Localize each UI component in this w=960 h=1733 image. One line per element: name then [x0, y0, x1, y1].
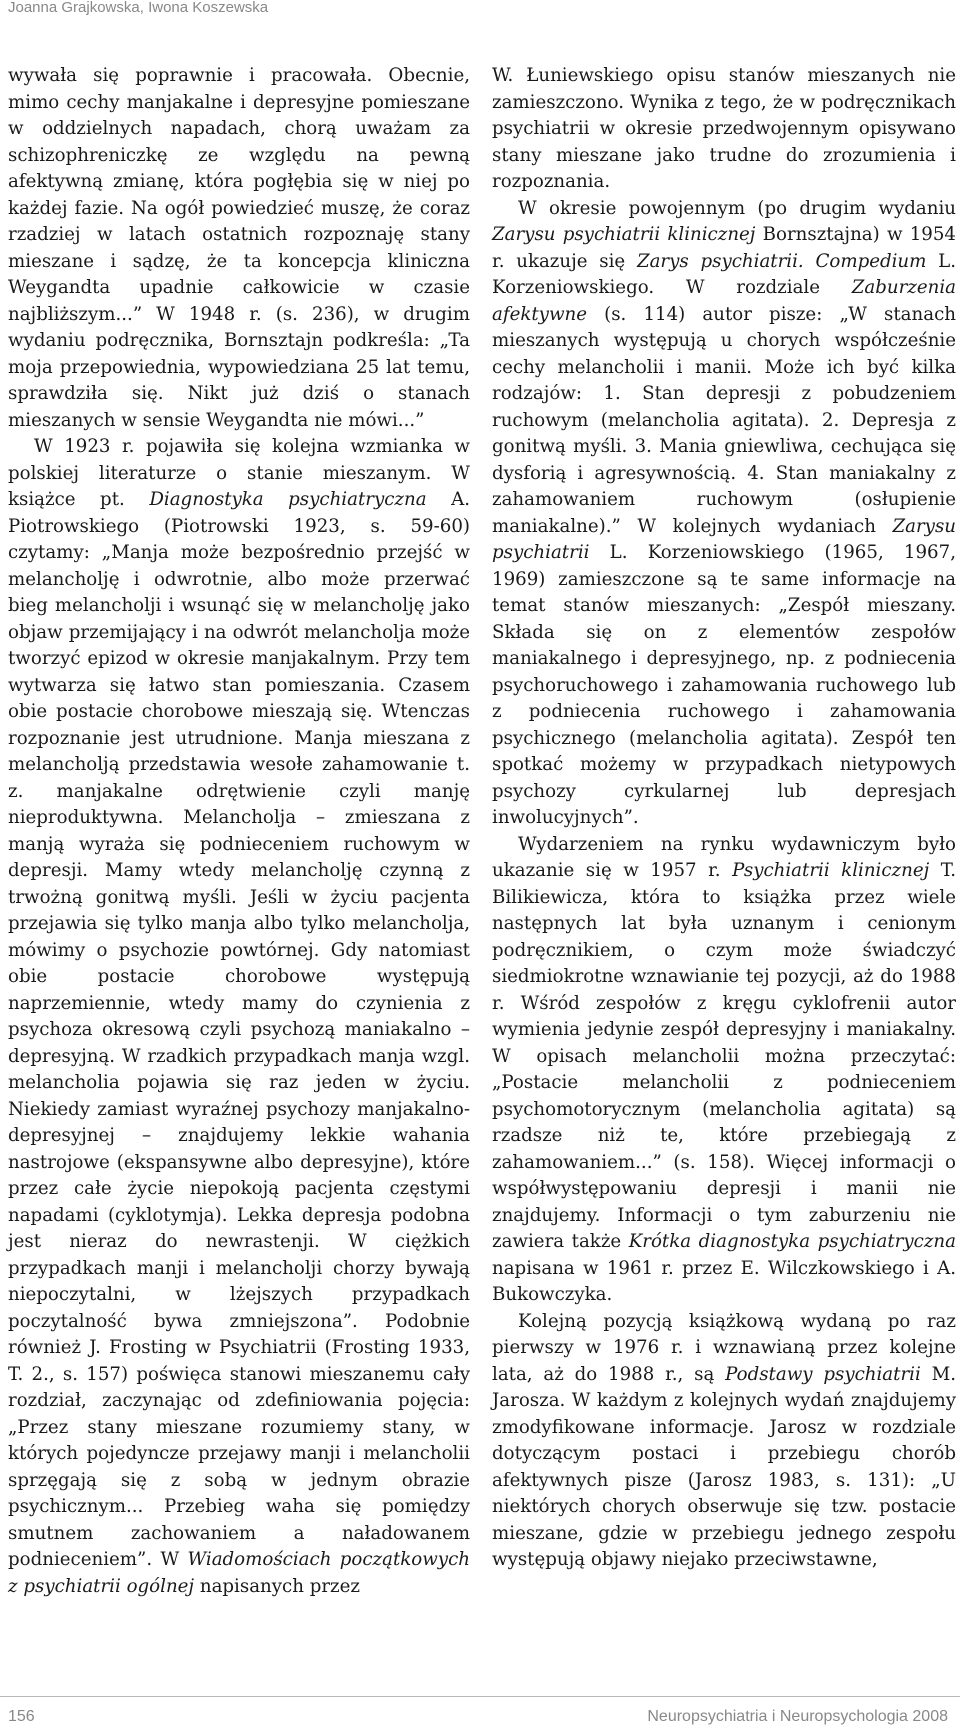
text-run: L. Korzeniowskiego. W rozdziale: [492, 250, 957, 298]
text-run: napisana w 1961 r. przez E. Wilczkowskiego i A. Bukowczyka.: [492, 1257, 956, 1305]
text-run: W. Łuniewskiego opisu stanów mieszanych nie zamieszczono. Wynika z tego, że w podręcznikach psychiatrii w okresie przedwojennym opisywano stany mieszane jako trudne do zrozumienia i rozpoznania.: [492, 65, 956, 192]
paragraph-r4: [492, 1309, 956, 1574]
left-column: [8, 63, 470, 1600]
text-run: T. Bilikiewicza, która to książka przez wiele następnych lat była uznanym i cenionym podręcznikiem, o czym może świadczyć siedmiokrotne wznawianie tej pozycji, aż do 1988 r. Wśród zespołów z kręgu cyklofrenii autor wymienia jedynie zespół depresyjny i maniakalny. W opisach melancholii można przeczytać: „Postacie melancholii z podnieceniem psychomotorycznym (melancholia agitata) są rzadsze niż te, które przebiegają z zahamowaniem...” (s. 158). Więcej informacji o współwystępowaniu depresji i manii nie znajdujemy. Informacji o tym zaburzeniu nie zawiera także: [492, 860, 956, 1252]
italic-title: Wiadomościach początkowych z psychiatrii ogólnej: [8, 1549, 470, 1597]
paragraph-r3: [492, 832, 956, 1309]
text-run: wywała się poprawnie i pracowała. Obecnie, mimo cechy manjakalne i depresyjne pomieszane w oddzielnych napadach, chorą uważam za schizophreniczkę ze względu na pewną afektywną zmianę, która pogłębia się w niej po każdej fazie. Na ogół powiedzieć muszę, że coraz rzadziej w latach ostatnich rozpoznaję stany mieszane i sądzę, że ta koncepcja kliniczna Weygandta upadnie całkowicie w czasie najbliższym...” W 1948 r. (s. 236), w drugim wydaniu podręcznika, Bornsztajn podkreśla: „Ta moja przepowiednia, wypowiedziana 25 lat temu, sprawdziła się. Nikt już dziś o stanach mieszanych w sensie Weygandta nie mówi...”: [8, 65, 470, 431]
text-run: L. Korzeniowskiego (1965, 1967, 1969) zamieszczone są te same informacje na temat stanów mieszanych: „Zespół mieszany. Składa się on z elementów zespołów maniakalnego i depresyjnego, np. z podniecenia psychoruchowego i zahamowania ruchowego lub z podniecenia ruchowego i zahamowania psychicznego (melancholia agitata). Zespół ten spotkać możemy w przypadkach nietypowych psychozy cyrkularnej lub depresjach inwolucyjnych”.: [492, 542, 956, 828]
text-run: Wydarzeniem na rynku wydawniczym było ukazanie się w 1957 r.: [492, 833, 956, 881]
journal-name: Neuropsychiatria i Neuropsychologia 2008: [647, 1708, 948, 1725]
right-column: [492, 63, 956, 1574]
paragraph-r2: [492, 196, 956, 832]
italic-title: Zarys psychiatrii. Compedium: [636, 250, 927, 272]
running-header: [8, 0, 608, 28]
italic-title: Diagnostyka psychiatryczna: [149, 489, 427, 510]
text-run: W 1923 r. pojawiła się kolejna wzmianka w polskiej literaturze o stanie mieszanym. W książce pt.: [8, 436, 470, 510]
italic-title: Zaburzenia afektywne: [492, 277, 956, 325]
page-number: 156: [8, 1708, 35, 1725]
paragraph-r1: [492, 63, 956, 196]
text-run: A. Piotrowskiego (Piotrowski 1923, s. 59-60) czytamy: „Manja może bezpośrednio przejść w melancholję i odwrotnie, albo może przerwać bieg melancholji i wsunąć się w melancholję jako objaw przemijający i na odwrót melancholja może tworzyć epizod w okresie manjakalnym. Przy tem wytwarza się łatwo stan pomieszania. Czasem obie postacie chorobowe mieszają się. Wtenczas rozpoznanie jest utrudnione. Manja mieszana z melancholją przedstawia wesołe zahamowanie t. z. manjakalne odrętwienie czyli manję nieproduktywna. Melancholja – zmieszana z manją wyraża się podnieceniem ruchowym w depresji. Mamy wtedy melancholję czynną z trwożną gonitwą myśli. Jeśli w życiu pacjenta przejawia się tylko manja albo tylko melancholja, mówimy o psychozie powtórnej. Gdy natomiast obie postacie chorobowe występują naprzemiennie, wtedy mamy do czynienia z psychoza okresową czyli psychozą maniakalno – depresyjną. W rzadkich przypadkach manja wzgl. melancholia pojawia się raz jeden w życiu. Niekiedy zamiast wyraźnej psychozy manjakalno-depresyjnej – znajdujemy lekkie wahania nastrojowe (ekspansywne albo depresyjne), które przez całe życie niepokoją pacjenta częstymi napadami (cyklotymja). Lekka depresja podobna jest nieraz do newrastenji. W ciężkich przypadkach manji i melancholji chorzy bywają niepoczytalni, w lżejszych przypadkach poczytalność bywa zmniejszona”. Podobnie również J. Frosting w Psychiatrii (Frosting 1933, T. 2., s. 157) poświęca stanowi mieszanemu cały rozdział, zaczynając od zdefiniowania pojęcia: „Przez stany mieszane rozumiemy stany, w których pojedyncze przejawy manji i melancholii sprzęgają się z sobą w jednym obrazie psychicznym... Przebieg waha się pomiędzy smutnem zachowaniem a naładowanem podnieceniem”. W: [8, 489, 471, 1570]
italic-title: Zarysu psychiatrii klinicznej: [492, 224, 756, 245]
text-run: (s. 114) autor pisze: „W stanach mieszanych występują u chorych współcześnie cechy melancholii i manii. Może ich być kilka rodzajów: 1. Stan depresji z pobudzeniem ruchowym (melancholia agitata). 2. Depresja z gonitwą myśli. 3. Mania gniewliwa, cechująca się dysforią i agresywnością. 4. Stan maniakalny z zahamowaniem ruchowym (osłupienie maniakalne).” W kolejnych wydaniach: [492, 303, 956, 537]
italic-title: Zarysu psychiatrii: [492, 515, 956, 563]
paragraph-l1: [8, 63, 470, 434]
text-run: W okresie powojennym (po drugim wydaniu: [518, 197, 956, 219]
text-run: napisanych przez: [194, 1575, 360, 1597]
header-authors: Joanna Grajkowska, Iwona Koszewska: [8, 0, 269, 16]
text-run: Bornsztajna) w 1954 r. ukazuje się: [492, 224, 957, 272]
italic-title: Psychiatrii klinicznej: [732, 860, 930, 881]
text-run: Kolejną pozycją książkową wydaną po raz pierwszy w 1976 r. i wznawianą przez kolejne lata, aż do 1988 r., są: [492, 1310, 956, 1385]
text-run: M. Jarosza. W każdym z kolejnych wydań znajdujemy zmodyfikowane informacje. Jarosz w rozdziale dotyczącym postaci i przebiegu chorób afektywnych pisze (Jarosz 1983, s. 131): „U niektórych chorych obserwuje się tzw. postacie mieszane, gdzie w przebiegu jednego zespołu występują objawy niejako przeciwstawne,: [492, 1363, 956, 1570]
paragraph-l2: [8, 434, 470, 1600]
italic-title: Podstawy psychiatrii: [725, 1363, 921, 1385]
page-footer: [0, 1696, 960, 1733]
italic-title: Krótka diagnostyka psychiatryczna: [628, 1231, 956, 1252]
